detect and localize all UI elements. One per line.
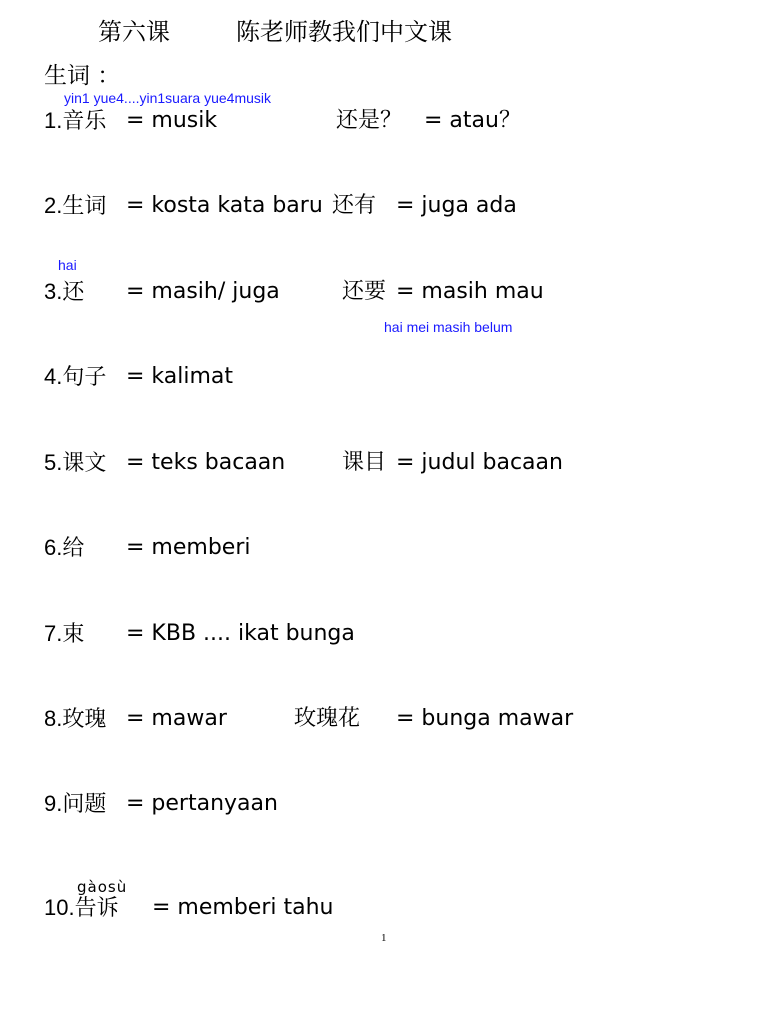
vocab-hanzi: 还: [62, 280, 85, 305]
vocab-hanzi2-5: 课目: [342, 450, 387, 475]
vocab-item-8: [44, 704, 106, 735]
vocab-meaning2-2: = juga ada: [396, 193, 517, 218]
vocab-number: 7.: [44, 621, 63, 646]
vocab-number: 3.: [44, 279, 63, 304]
vocab-hanzi: 生词: [62, 194, 107, 219]
vocab-item-2: [44, 191, 106, 222]
vocab-meaning-1: = musik: [126, 108, 218, 133]
vocab-hanzi: 告诉: [74, 896, 119, 921]
vocab-meaning2-3: = masih mau: [396, 279, 544, 304]
pinyin-note-3: hai: [58, 257, 77, 273]
vocab-meaning-2: = kosta kata baru: [126, 193, 323, 218]
vocab-item-4: [44, 362, 106, 393]
vocab-number: 6.: [44, 535, 63, 560]
vocab-meaning-7: = KBB .... ikat bunga: [126, 621, 355, 646]
lesson-subtitle: 陈老师教我们中文课: [236, 18, 452, 46]
pinyin-10: gàosù: [77, 878, 128, 896]
vocab-meaning2-8: = bunga mawar: [396, 706, 574, 731]
vocab-hanzi2-8: 玫瑰花: [294, 706, 361, 731]
vocab-item-3: [44, 277, 84, 308]
vocab-meaning2-1: = atau？: [424, 108, 521, 133]
vocab-hanzi: 句子: [62, 365, 107, 390]
vocab-item-5: [44, 448, 106, 479]
vocab-number: 9.: [44, 791, 63, 816]
vocab-meaning-9: = pertanyaan: [126, 791, 278, 816]
pinyin-note-3b: hai mei masih belum: [384, 319, 513, 335]
vocab-meaning2-5: = judul bacaan: [396, 450, 563, 475]
vocab-hanzi: 音乐: [62, 109, 107, 134]
vocab-item-9: [44, 789, 106, 820]
section-heading: 生词 ：: [44, 63, 121, 89]
lesson-title: 第六课: [98, 18, 170, 46]
vocab-meaning-10: = memberi tahu: [152, 895, 334, 920]
vocab-number: 8.: [44, 706, 63, 731]
vocab-item-1: [44, 106, 106, 137]
vocab-hanzi: 问题: [62, 792, 107, 817]
vocab-item-7: [44, 619, 84, 650]
vocab-meaning-8: = mawar: [126, 706, 227, 731]
vocab-hanzi2-2: 还有: [332, 193, 377, 218]
vocab-hanzi: 玫瑰: [62, 707, 107, 732]
vocab-meaning-4: = kalimat: [126, 364, 234, 389]
vocab-item-6: [44, 533, 84, 564]
vocab-hanzi: 束: [62, 622, 85, 647]
vocab-number: 10.: [44, 895, 75, 920]
page-number: 1: [381, 932, 387, 944]
pinyin-note-1: yin1 yue4....yin1suara yue4musik: [64, 90, 271, 106]
vocab-meaning-6: = memberi: [126, 535, 251, 560]
vocab-hanzi2-3: 还要: [342, 279, 387, 304]
vocab-meaning-3: = masih/ juga: [126, 279, 280, 304]
vocab-number: 4.: [44, 364, 63, 389]
vocab-hanzi: 给: [62, 536, 85, 561]
vocab-number: 5.: [44, 450, 63, 475]
vocab-item-10: [44, 893, 119, 924]
vocab-number: 2.: [44, 193, 63, 218]
vocab-hanzi2-1: 还是？: [336, 108, 403, 133]
vocab-hanzi: 课文: [62, 451, 107, 476]
vocab-meaning-5: = teks bacaan: [126, 450, 286, 475]
vocab-number: 1.: [44, 108, 63, 133]
